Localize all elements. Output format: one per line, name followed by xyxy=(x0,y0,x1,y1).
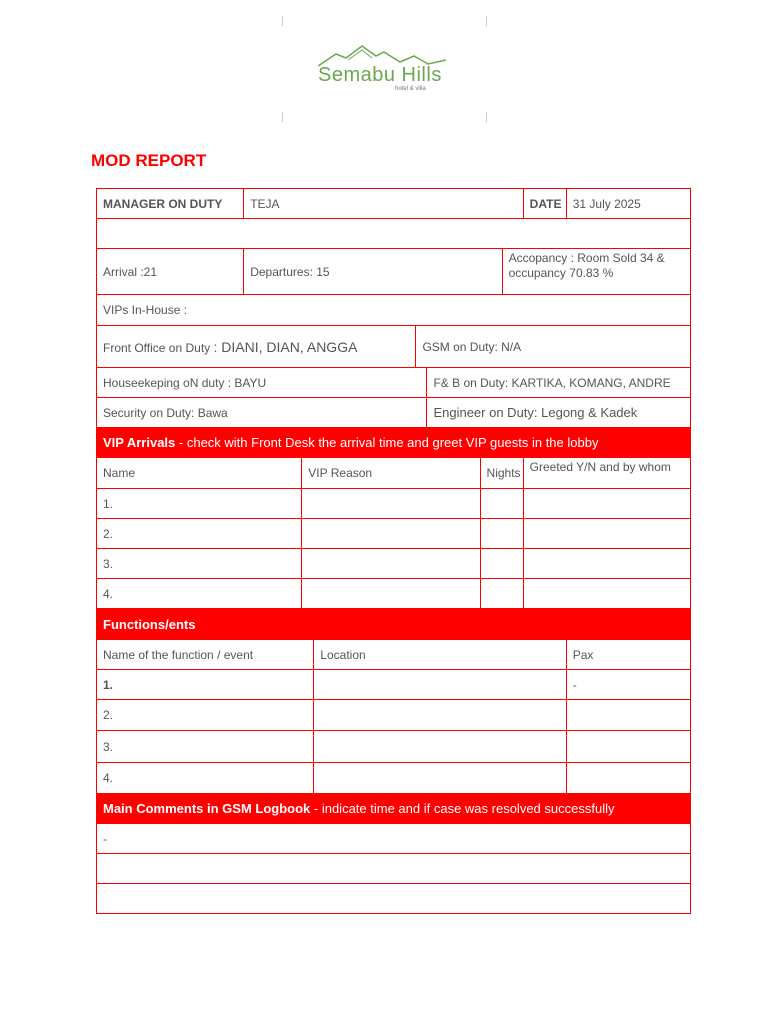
func-row-location[interactable] xyxy=(314,763,566,794)
comment-cell[interactable]: - xyxy=(97,824,691,854)
logo-subtext: hotel & villa xyxy=(395,86,426,92)
comment-row xyxy=(97,824,691,854)
func-row-name[interactable]: 4. xyxy=(97,763,314,794)
table-row xyxy=(97,763,691,794)
vip-row-nights[interactable] xyxy=(480,489,523,519)
vip-col-nights: Nights xyxy=(480,458,523,489)
vip-row-greeted[interactable] xyxy=(523,579,690,609)
crop-mark xyxy=(282,16,283,26)
table-row xyxy=(97,700,691,731)
vip-arrivals-bar xyxy=(97,428,691,458)
engineer-cell[interactable]: Engineer on Duty: Legong & Kadek xyxy=(427,398,691,428)
vip-row-reason[interactable] xyxy=(302,549,480,579)
vip-row-greeted[interactable] xyxy=(523,549,690,579)
fb-label: F& B on Duty: xyxy=(433,375,509,390)
housekeeping-cell[interactable]: Houseekeping oN duty : BAYU xyxy=(97,368,427,398)
table-row xyxy=(97,549,691,579)
date-label: DATE xyxy=(523,189,566,219)
func-col-pax: Pax xyxy=(566,640,690,670)
comment-row xyxy=(97,854,691,884)
vip-columns-row xyxy=(97,458,691,489)
functions-columns-row xyxy=(97,640,691,670)
comments-title: Main Comments in GSM Logbook xyxy=(103,801,311,816)
vip-row-name[interactable]: 1. xyxy=(97,489,302,519)
crop-mark xyxy=(282,112,283,122)
logo-area xyxy=(282,16,487,122)
vip-col-reason: VIP Reason xyxy=(302,458,480,489)
vips-inhouse-cell[interactable]: VIPs In-House : xyxy=(97,295,691,326)
vip-arrivals-title: VIP Arrivals xyxy=(103,435,176,450)
blank-cell[interactable] xyxy=(97,219,691,249)
vip-row-nights[interactable] xyxy=(480,549,523,579)
vips-inhouse-row xyxy=(97,295,691,326)
func-row-name[interactable]: 1. xyxy=(97,670,314,700)
fb-cell[interactable] xyxy=(427,368,691,398)
comments-bar xyxy=(97,794,691,824)
security-row xyxy=(97,398,691,428)
func-row-location[interactable] xyxy=(314,670,566,700)
front-office-label: Front Office on Duty xyxy=(103,340,211,355)
fb-value: KARTIKA, KOMANG, ANDRE xyxy=(508,375,671,390)
functions-header xyxy=(97,609,691,640)
comment-cell[interactable] xyxy=(97,884,691,914)
functions-bar: Functions/ents xyxy=(97,609,691,640)
table-row xyxy=(97,519,691,549)
vip-row-reason[interactable] xyxy=(302,579,480,609)
front-office-value: : DIANI, DIAN, ANGGA xyxy=(213,338,358,355)
crop-mark xyxy=(486,16,487,26)
arrival-cell[interactable]: Arrival :21 xyxy=(97,249,244,295)
vip-col-name: Name xyxy=(97,458,302,489)
comments-note: - indicate time and if case was resolved successfully xyxy=(310,801,615,816)
comment-row xyxy=(97,884,691,914)
comment-cell[interactable] xyxy=(97,854,691,884)
table-row xyxy=(97,731,691,763)
func-row-pax[interactable] xyxy=(566,763,690,794)
vip-row-nights[interactable] xyxy=(480,519,523,549)
security-cell[interactable]: Security on Duty: Bawa xyxy=(97,398,427,428)
logo-wordmark: Semabu Hills xyxy=(318,64,442,86)
vip-row-name[interactable]: 2. xyxy=(97,519,302,549)
vip-row-greeted[interactable] xyxy=(523,519,690,549)
departures-cell[interactable]: Departures: 15 xyxy=(244,249,502,295)
func-row-pax[interactable] xyxy=(566,731,690,763)
manager-value[interactable]: TEJA xyxy=(244,189,523,219)
vip-row-reason[interactable] xyxy=(302,489,480,519)
func-row-location[interactable] xyxy=(314,731,566,763)
mod-report-form xyxy=(96,188,691,914)
vip-row-name[interactable]: 4. xyxy=(97,579,302,609)
func-row-location[interactable] xyxy=(314,700,566,731)
vip-row-name[interactable]: 3. xyxy=(97,549,302,579)
gsm-on-duty-cell[interactable]: GSM on Duty: N/A xyxy=(416,326,691,368)
vip-arrivals-note: - check with Front Desk the arrival time and greet VIP guests in the lobby xyxy=(175,435,599,450)
vip-row-nights[interactable] xyxy=(480,579,523,609)
comments-header xyxy=(97,794,691,824)
blank-row xyxy=(97,219,691,249)
crop-mark xyxy=(486,112,487,122)
vip-col-greeted: Greeted Y/N and by whom xyxy=(523,458,690,489)
housekeeping-row xyxy=(97,368,691,398)
vip-row-reason[interactable] xyxy=(302,519,480,549)
func-row-name[interactable]: 2. xyxy=(97,700,314,731)
func-row-name[interactable]: 3. xyxy=(97,731,314,763)
vip-row-greeted[interactable] xyxy=(523,489,690,519)
func-col-location: Location xyxy=(314,640,566,670)
front-office-cell[interactable] xyxy=(97,326,416,368)
front-office-row xyxy=(97,326,691,368)
func-row-pax[interactable] xyxy=(566,700,690,731)
date-value[interactable]: 31 July 2025 xyxy=(566,189,690,219)
func-row-pax[interactable]: - xyxy=(566,670,690,700)
table-row xyxy=(97,579,691,609)
manager-row xyxy=(97,189,691,219)
table-row xyxy=(97,489,691,519)
table-row xyxy=(97,670,691,700)
occupancy-cell[interactable]: Accopancy : Room Sold 34 & occupancy 70.83 % xyxy=(502,249,690,295)
manager-label: MANAGER ON DUTY xyxy=(97,189,244,219)
page-title: MOD REPORT xyxy=(91,151,207,170)
func-col-name: Name of the function / event xyxy=(97,640,314,670)
vip-arrivals-header xyxy=(97,428,691,458)
stats-row xyxy=(97,249,691,295)
